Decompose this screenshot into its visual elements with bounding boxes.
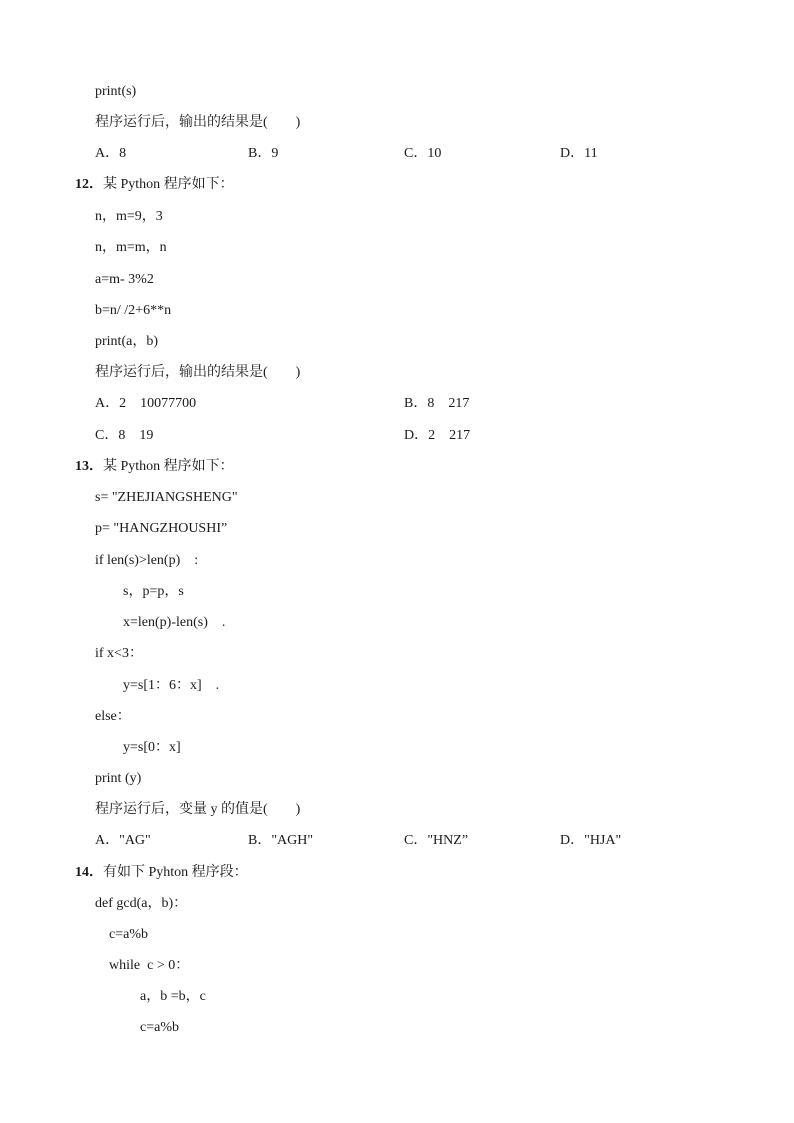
option-c: C．10 <box>404 146 442 161</box>
code-line: c=a%b <box>109 927 148 942</box>
code-line: a=m- 3%2 <box>95 272 154 287</box>
code-line: y=s[0：x] <box>123 740 181 755</box>
question-prompt: 程序运行后，输出的结果是( ) <box>95 115 301 130</box>
option-a: A．"AG" <box>95 833 151 848</box>
code-line: n，m=9，3 <box>95 209 163 224</box>
code-line: print (y) <box>95 771 142 786</box>
option-b: B．8 217 <box>404 396 470 411</box>
code-line: p= "HANGZHOUSHI” <box>95 521 228 536</box>
option-c: C．"HNZ” <box>404 833 469 848</box>
option-a: A．8 <box>95 146 127 161</box>
option-d: D．11 <box>560 146 598 161</box>
code-line: s= "ZHEJIANGSHENG" <box>95 490 238 505</box>
question-prompt: 程序运行后，输出的结果是( ) <box>95 365 301 380</box>
option-b: B．"AGH" <box>248 833 314 848</box>
code-line: def gcd(a，b)： <box>95 896 188 911</box>
code-line: a，b =b，c <box>140 989 206 1004</box>
code-line: if x<3： <box>95 646 143 661</box>
code-line: b=n/ /2+6**n <box>95 303 172 318</box>
option-d: D．2 217 <box>404 428 471 443</box>
question-stem: 某 Python 程序如下： <box>103 459 234 474</box>
option-b: B．9 <box>248 146 279 161</box>
code-line: else： <box>95 709 131 724</box>
question-number: 12． <box>75 177 103 192</box>
question-prompt: 程序运行后，变量 y 的值是( ) <box>95 802 301 817</box>
code-line: c=a%b <box>140 1020 179 1035</box>
code-line: print(a，b) <box>95 334 158 349</box>
question-number: 13． <box>75 459 103 474</box>
option-d: D．"HJA" <box>560 833 622 848</box>
code-line: s，p=p，s <box>123 584 184 599</box>
question-14 <box>75 864 248 882</box>
code-line: y=s[1：6：x] . <box>123 678 220 693</box>
question-13 <box>75 458 234 476</box>
option-c: C．8 19 <box>95 428 154 443</box>
question-12 <box>75 176 234 194</box>
question-stem: 某 Python 程序如下： <box>103 177 234 192</box>
code-line: n，m=m，n <box>95 240 167 255</box>
code-line: x=len(p)-len(s) . <box>123 615 226 630</box>
code-line: print(s) <box>95 84 137 99</box>
option-a: A．2 10077700 <box>95 396 197 411</box>
code-line: if len(s)>len(p) : <box>95 553 199 568</box>
question-stem: 有如下 Pyhton 程序段： <box>103 865 248 880</box>
code-line: while c > 0： <box>109 958 190 973</box>
question-number: 14． <box>75 865 103 880</box>
